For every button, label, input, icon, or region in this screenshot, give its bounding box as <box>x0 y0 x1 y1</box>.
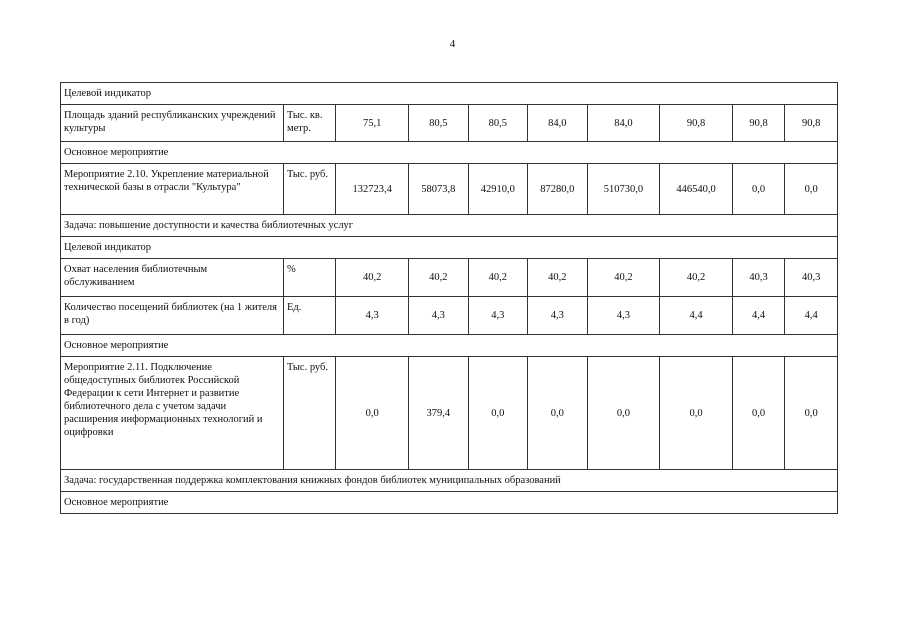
value-cell: 84,0 <box>587 105 660 142</box>
section-row <box>61 237 838 259</box>
value-cell: 4,4 <box>732 297 784 335</box>
section-row <box>61 470 838 492</box>
page-number: 4 <box>449 38 456 50</box>
section-row <box>61 83 838 105</box>
section-row <box>61 335 838 357</box>
value-cell: 0,0 <box>785 164 838 215</box>
indicator-name: Площадь зданий республиканских учреждений культуры <box>61 105 284 142</box>
value-cell: 0,0 <box>587 357 660 470</box>
value-cell: 75,1 <box>336 105 409 142</box>
unit-cell: Тыс. руб. <box>283 164 335 215</box>
value-cell: 58073,8 <box>409 164 469 215</box>
value-cell: 0,0 <box>528 357 588 470</box>
value-cell: 40,2 <box>336 259 409 297</box>
value-cell: 40,3 <box>732 259 784 297</box>
value-cell: 90,8 <box>732 105 784 142</box>
value-cell: 80,5 <box>468 105 528 142</box>
value-cell: 0,0 <box>660 357 733 470</box>
indicator-name: Мероприятие 2.11. Подключение общедоступных библиотек Российской Федерации к сети Интернет и развитие библиотечного дела с учетом задачи расширения информационных технологий и оцифровки <box>61 357 284 470</box>
value-cell: 446540,0 <box>660 164 733 215</box>
value-cell: 4,3 <box>468 297 528 335</box>
value-cell: 4,3 <box>409 297 469 335</box>
value-cell: 42910,0 <box>468 164 528 215</box>
unit-cell: % <box>283 259 335 297</box>
value-cell: 40,2 <box>528 259 588 297</box>
value-cell: 40,2 <box>587 259 660 297</box>
value-cell: 0,0 <box>732 164 784 215</box>
section-label: Задача: государственная поддержка комплектования книжных фондов библиотек муниципальных образований <box>61 470 838 492</box>
table-row <box>61 297 838 335</box>
value-cell: 84,0 <box>528 105 588 142</box>
value-cell: 0,0 <box>336 357 409 470</box>
value-cell: 90,8 <box>785 105 838 142</box>
value-cell: 379,4 <box>409 357 469 470</box>
section-label: Основное мероприятие <box>61 142 838 164</box>
indicator-name: Охват населения библиотечным обслуживанием <box>61 259 284 297</box>
table-row <box>61 259 838 297</box>
section-row <box>61 215 838 237</box>
value-cell: 40,2 <box>660 259 733 297</box>
value-cell: 4,4 <box>660 297 733 335</box>
indicators-table <box>60 82 838 514</box>
section-label: Задача: повышение доступности и качества библиотечных услуг <box>61 215 838 237</box>
section-label: Основное мероприятие <box>61 335 838 357</box>
indicator-name: Мероприятие 2.10. Укрепление материальной технической базы в отрасли "Культура" <box>61 164 284 215</box>
value-cell: 40,3 <box>785 259 838 297</box>
table-row <box>61 164 838 215</box>
value-cell: 90,8 <box>660 105 733 142</box>
section-row <box>61 492 838 514</box>
section-label: Основное мероприятие <box>61 492 838 514</box>
value-cell: 510730,0 <box>587 164 660 215</box>
value-cell: 4,3 <box>336 297 409 335</box>
value-cell: 80,5 <box>409 105 469 142</box>
value-cell: 0,0 <box>732 357 784 470</box>
value-cell: 132723,4 <box>336 164 409 215</box>
indicator-name: Количество посещений библиотек (на 1 жителя в год) <box>61 297 284 335</box>
value-cell: 40,2 <box>468 259 528 297</box>
table-row <box>61 105 838 142</box>
section-row <box>61 142 838 164</box>
section-label: Целевой индикатор <box>61 237 838 259</box>
value-cell: 0,0 <box>785 357 838 470</box>
value-cell: 4,3 <box>528 297 588 335</box>
value-cell: 4,4 <box>785 297 838 335</box>
unit-cell: Ед. <box>283 297 335 335</box>
value-cell: 4,3 <box>587 297 660 335</box>
unit-cell: Тыс. руб. <box>283 357 335 470</box>
value-cell: 40,2 <box>409 259 469 297</box>
value-cell: 87280,0 <box>528 164 588 215</box>
table-row <box>61 357 838 470</box>
unit-cell: Тыс. кв. метр. <box>283 105 335 142</box>
section-label: Целевой индикатор <box>61 83 838 105</box>
value-cell: 0,0 <box>468 357 528 470</box>
